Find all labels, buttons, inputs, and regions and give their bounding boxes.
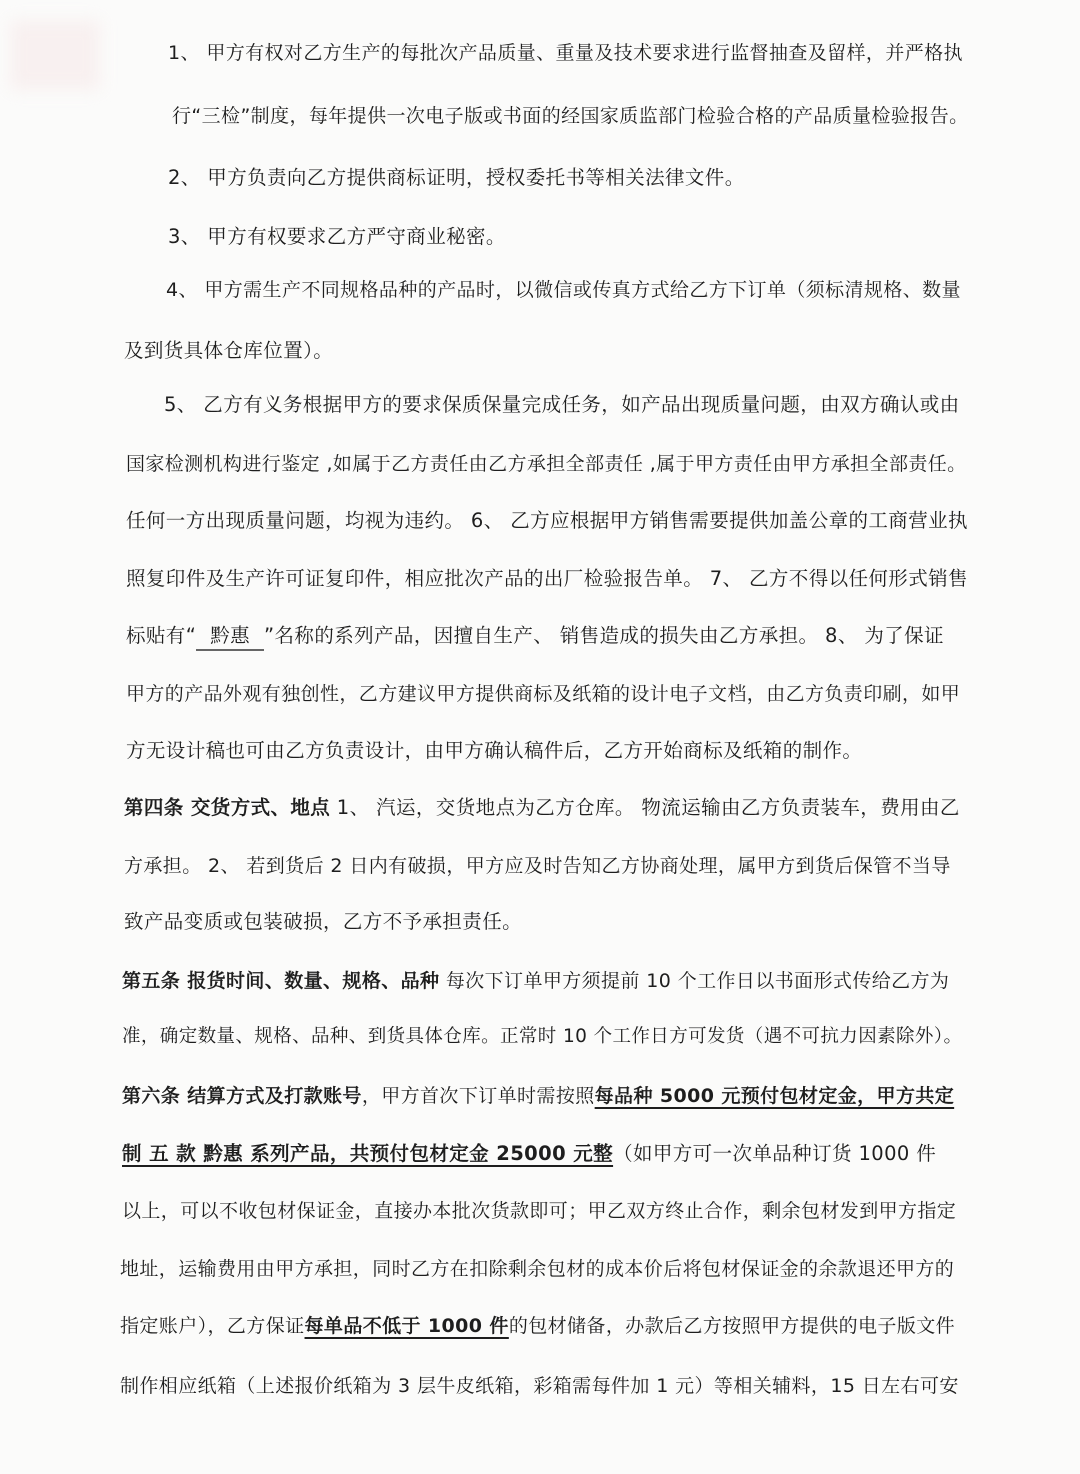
clause-4-line-1: 4、 甲方需生产不同规格品种的产品时，以微信或传真方式给乙方下订单（须标清规格、数量: [166, 279, 961, 301]
clause-3: 3、 甲方有权要求乙方严守商业秘密。: [168, 225, 506, 248]
clause-5-line-1: 5、 乙方有义务根据甲方的要求保质保量完成任务，如产品出现质量问题，由双方确认或由: [164, 393, 960, 416]
clause-8-line-2: 方无设计稿也可由乙方负责设计，由甲方确认稿件后，乙方开始商标及纸箱的制作。: [126, 739, 863, 762]
article-4-line-1: [124, 795, 960, 821]
article-6-line-2: [122, 1141, 936, 1167]
clause-5-line-2: 国家检测机构进行鉴定 ,如属于乙方责任由乙方承担全部责任 ,属于甲方责任由甲方承担全部责任。: [126, 453, 967, 475]
article-6-line-4: 地址，运输费用由甲方承担，同时乙方在扣除剩余包材的成本价后将包材保证金的余款退还甲方的: [120, 1258, 955, 1280]
article-4-line-3: 致产品变质或包装破损，乙方不予承担责任。: [124, 910, 523, 933]
line-text: 的包材储备，办款后乙方按照甲方提供的电子版文件: [508, 1315, 956, 1337]
article-5-heading: 第五条 报货时间、数量、规格、品种: [122, 970, 440, 992]
line-text: 标贴有“: [126, 624, 197, 647]
deposit-total: 制 五 款 黔惠 系列产品，共预付包材定金 25000 元整: [122, 1142, 614, 1165]
clause-7-8-line: [126, 623, 944, 651]
article-5-line-2: 准，确定数量、规格、品种、到货具体仓库。正常时 10 个工作日方可发货（遇不可抗力因素除外）。: [122, 1026, 963, 1047]
article-6-line-5: [120, 1313, 955, 1339]
deposit-terms: 每品种 5000 元预付包材定金，甲方共定: [594, 1085, 955, 1107]
article-4-heading: 第四条 交货方式、地点: [124, 796, 331, 819]
clause-6-7-line: 照复印件及生产许可证复印件，相应批次产品的出厂检验报告单。 7、 乙方不得以任何形式销售: [126, 567, 968, 590]
line-text: 1、 汽运，交货地点为乙方仓库。 物流运输由乙方负责装车，费用由乙: [330, 796, 960, 819]
brand-name-blank: 黔惠: [196, 623, 264, 651]
line-text: ，甲方首次下订单时需按照: [361, 1085, 595, 1107]
article-6-line-3: 以上，可以不收包材保证金，直接办本批次货款即可；甲乙双方终止合作，剩余包材发到甲方指定: [122, 1200, 957, 1222]
scan-smudge: [10, 20, 100, 90]
article-5-line-1: [122, 968, 949, 994]
clause-8-line-1: 甲方的产品外观有独创性，乙方建议甲方提供商标及纸箱的设计电子文档，由乙方负责印刷，如甲: [126, 683, 961, 705]
line-text: ”名称的系列产品，因擅自生产、 销售造成的损失由乙方承担。 8、 为了保证: [264, 624, 944, 647]
clause-1-line-2: 行“三检”制度，每年提供一次电子版或书面的经国家质监部门检验合格的产品质量检验报告。: [172, 105, 969, 127]
line-text: 指定账户），乙方保证: [120, 1315, 305, 1337]
article-6-line-1: [122, 1083, 954, 1109]
article-6-line-6: 制作相应纸箱（上述报价纸箱为 3 层牛皮纸箱，彩箱需每件加 1 元）等相关辅料，15 日左右可安: [120, 1375, 959, 1397]
stock-guarantee: 每单品不低于 1000 件: [304, 1315, 509, 1337]
clause-2: 2、 甲方负责向乙方提供商标证明，授权委托书等相关法律文件。: [168, 166, 745, 189]
clause-5-6-line: 任何一方出现质量问题，均视为违约。 6、 乙方应根据甲方销售需要提供加盖公章的工商营业执: [126, 509, 968, 532]
line-text: （如甲方可一次单品种订货 1000 件: [613, 1142, 937, 1165]
line-text: 每次下订单甲方须提前 10 个工作日以书面形式传给乙方为: [439, 970, 950, 992]
article-4-line-2: 方承担。 2、 若到货后 2 日内有破损，甲方应及时告知乙方协商处理，属甲方到货后保管不当导: [124, 855, 951, 877]
clause-4-line-2: 及到货具体仓库位置）。: [124, 339, 334, 362]
clause-1-line-1: 1、 甲方有权对乙方生产的每批次产品质量、重量及技术要求进行监督抽查及留样，并严格执: [168, 42, 963, 64]
article-6-heading: 第六条 结算方式及打款账号: [122, 1085, 362, 1107]
